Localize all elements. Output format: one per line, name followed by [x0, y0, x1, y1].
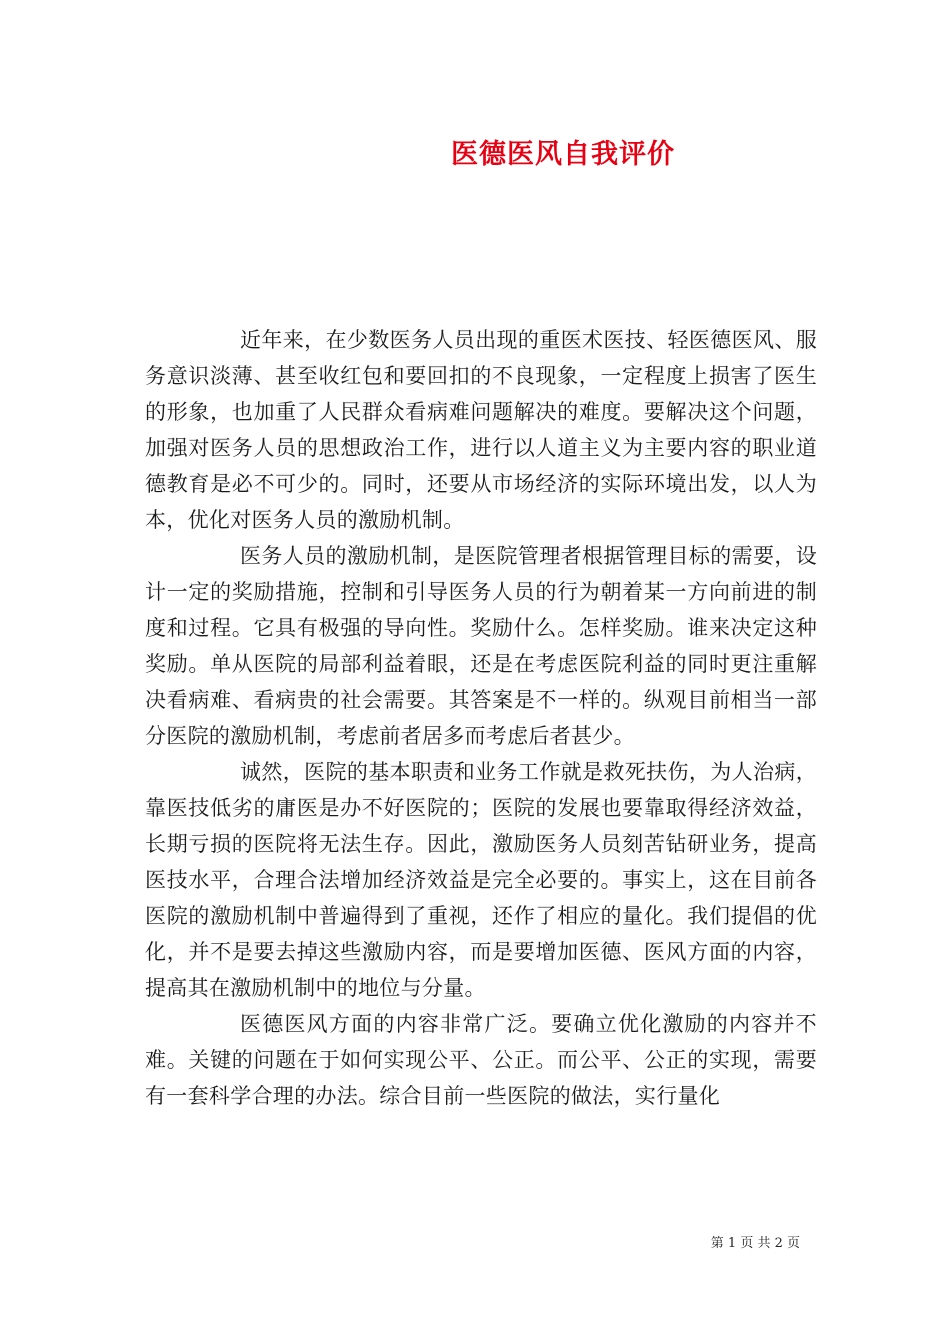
document-title: 医德医风自我评价: [451, 139, 675, 170]
paragraph-4: 医德医风方面的内容非常广泛。要确立优化激励的内容并不难。关键的问题在于如何实现公平、公正。而公平、公正的实现，需要有一套科学合理的办法。综合目前一些医院的做法，实行量化: [145, 1012, 817, 1108]
paragraph-1: 近年来，在少数医务人员出现的重医术医技、轻医德医风、服务意识淡薄、甚至收红包和要回扣的不良现象，一定程度上损害了医生的形象，也加重了人民群众看病难问题解决的难度。要解决这个问题，加强对医务人员的思想政治工作，进行以人道主义为主要内容的职业道德教育是必不可少的。同时，还要从市场经济的实际环境出发，以人为本，优化对医务人员的激励机制。: [145, 328, 817, 532]
paragraph-3: 诚然，医院的基本职责和业务工作就是救死扶伤，为人治病，靠医技低劣的庸医是办不好医院的；医院的发展也要靠取得经济效益，长期亏损的医院将无法生存。因此，激励医务人员刻苦钻研业务，提高医技水平，合理合法增加经济效益是完全必要的。事实上，这在目前各医院的激励机制中普遍得到了重视，还作了相应的量化。我们提倡的优化，并不是要去掉这些激励内容，而是要增加医德、医风方面的内容，提高其在激励机制中的地位与分量。: [145, 760, 817, 1000]
page-number-footer: 第 1 页 共 2 页: [710, 1236, 800, 1251]
document-body: [145, 322, 817, 1114]
paragraph-2: 医务人员的激励机制，是医院管理者根据管理目标的需要，设计一定的奖励措施，控制和引导医务人员的行为朝着某一方向前进的制度和过程。它具有极强的导向性。奖励什么。怎样奖励。谁来决定这种奖励。单从医院的局部利益着眼，还是在考虑医院利益的同时更注重解决看病难、看病贵的社会需要。其答案是不一样的。纵观目前相当一部分医院的激励机制，考虑前者居多而考虑后者甚少。: [145, 544, 817, 748]
